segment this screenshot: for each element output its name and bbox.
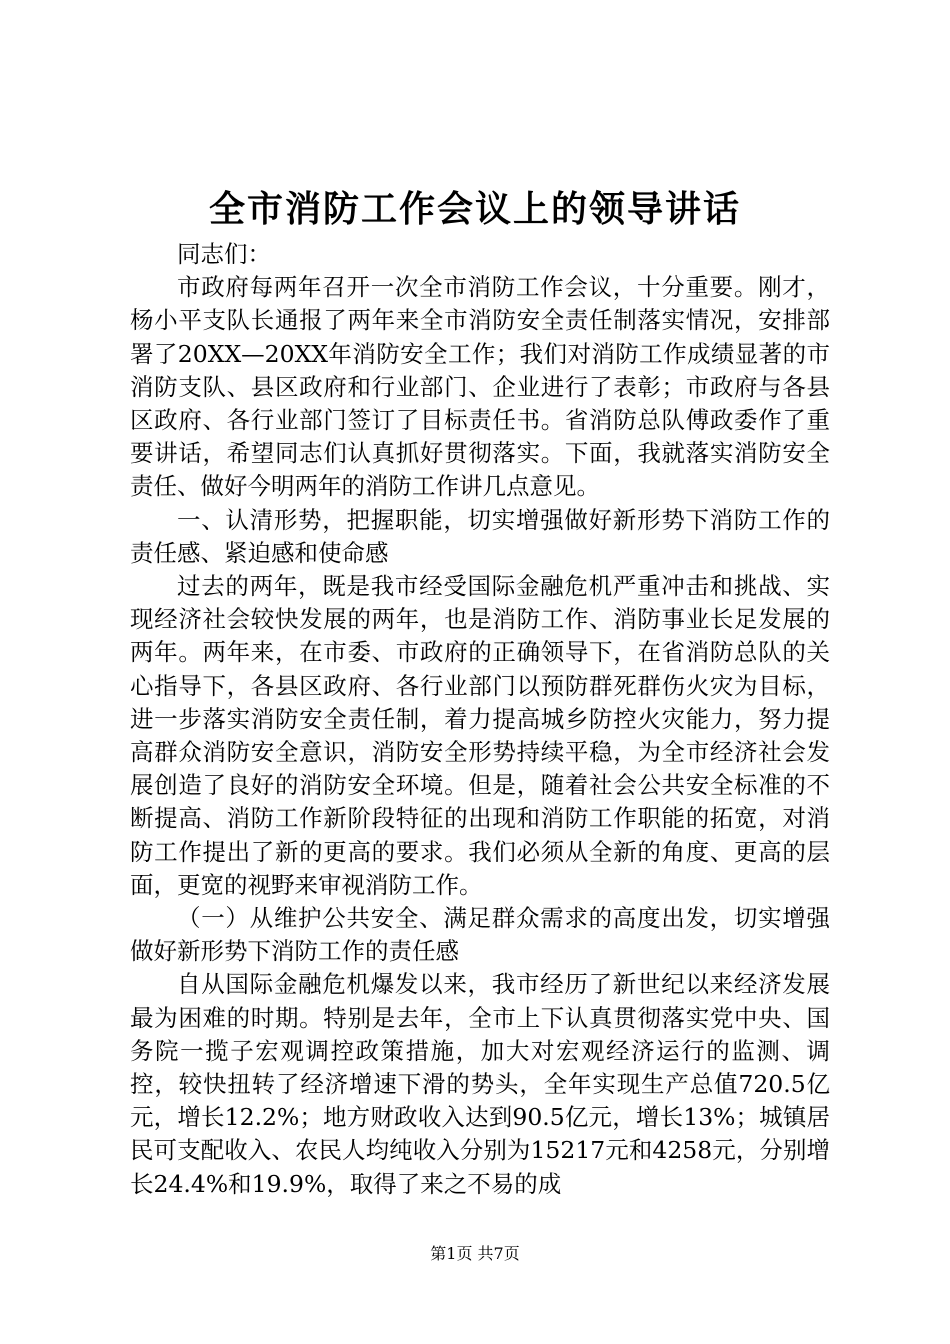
body-paragraph: 市政府每两年召开一次全市消防工作会议，十分重要。刚才，杨小平支队长通报了两年来全市消防安全责任制落实情况，安排部署了20XX—20XX年消防安全工作；我们对消防工作成绩显著的市消防支队、县区政府和行业部门、企业进行了表彰；市政府与各县区政府、各行业部门签订了目标责任书。省消防总队傅政委作了重要讲话，希望同志们认真抓好贯彻落实。下面，我就落实消防安全责任、做好今明两年的消防工作讲几点意见。 bbox=[130, 273, 830, 501]
document-title: 全市消防工作会议上的领导讲话 bbox=[208, 188, 741, 230]
section-heading: 一、认清形势，把握职能，切实增强做好新形势下消防工作的责任感、紧迫感和使命感 bbox=[130, 505, 830, 567]
salutation-paragraph: 同志们： bbox=[177, 240, 271, 268]
page-number-footer: 第1页 共7页 bbox=[430, 1244, 520, 1263]
body-paragraph: 过去的两年，既是我市经受国际金融危机严重冲击和挑战、实现经济社会较快发展的两年，也是消防工作、消防事业长足发展的两年。两年来，在市委、市政府的正确领导下，在省消防总队的关心指导下，各县区政府、各行业部门以预防群死群伤火灾为目标，进一步落实消防安全责任制，着力提高城乡防控火灾能力，努力提高群众消防安全意识，消防安全形势持续平稳，为全市经济社会发展创造了良好的消防安全环境。但是，随着社会公共安全标准的不断提高、消防工作新阶段特征的出现和消防工作职能的拓宽，对消防工作提出了新的更高的要求。我们必须从全新的角度、更高的层面，更宽的视野来审视消防工作。 bbox=[130, 572, 830, 899]
document-body bbox=[130, 238, 830, 1201]
body-paragraph: 自从国际金融危机爆发以来，我市经历了新世纪以来经济发展最为困难的时期。特别是去年，全市上下认真贯彻落实党中央、国务院一揽子宏观调控政策措施，加大对宏观经济运行的监测、调控，较快扭转了经济增速下滑的势头，全年实现生产总值720.5亿元，增长12.2%；地方财政收入达到90.5亿元，增长13%；城镇居民可支配收入、农民人均纯收入分别为15217元和4258元，分别增长24.4%和19.9%，取得了来之不易的成 bbox=[130, 970, 830, 1198]
subsection-heading: （一）从维护公共安全、满足群众需求的高度出发，切实增强做好新形势下消防工作的责任感 bbox=[130, 904, 830, 966]
